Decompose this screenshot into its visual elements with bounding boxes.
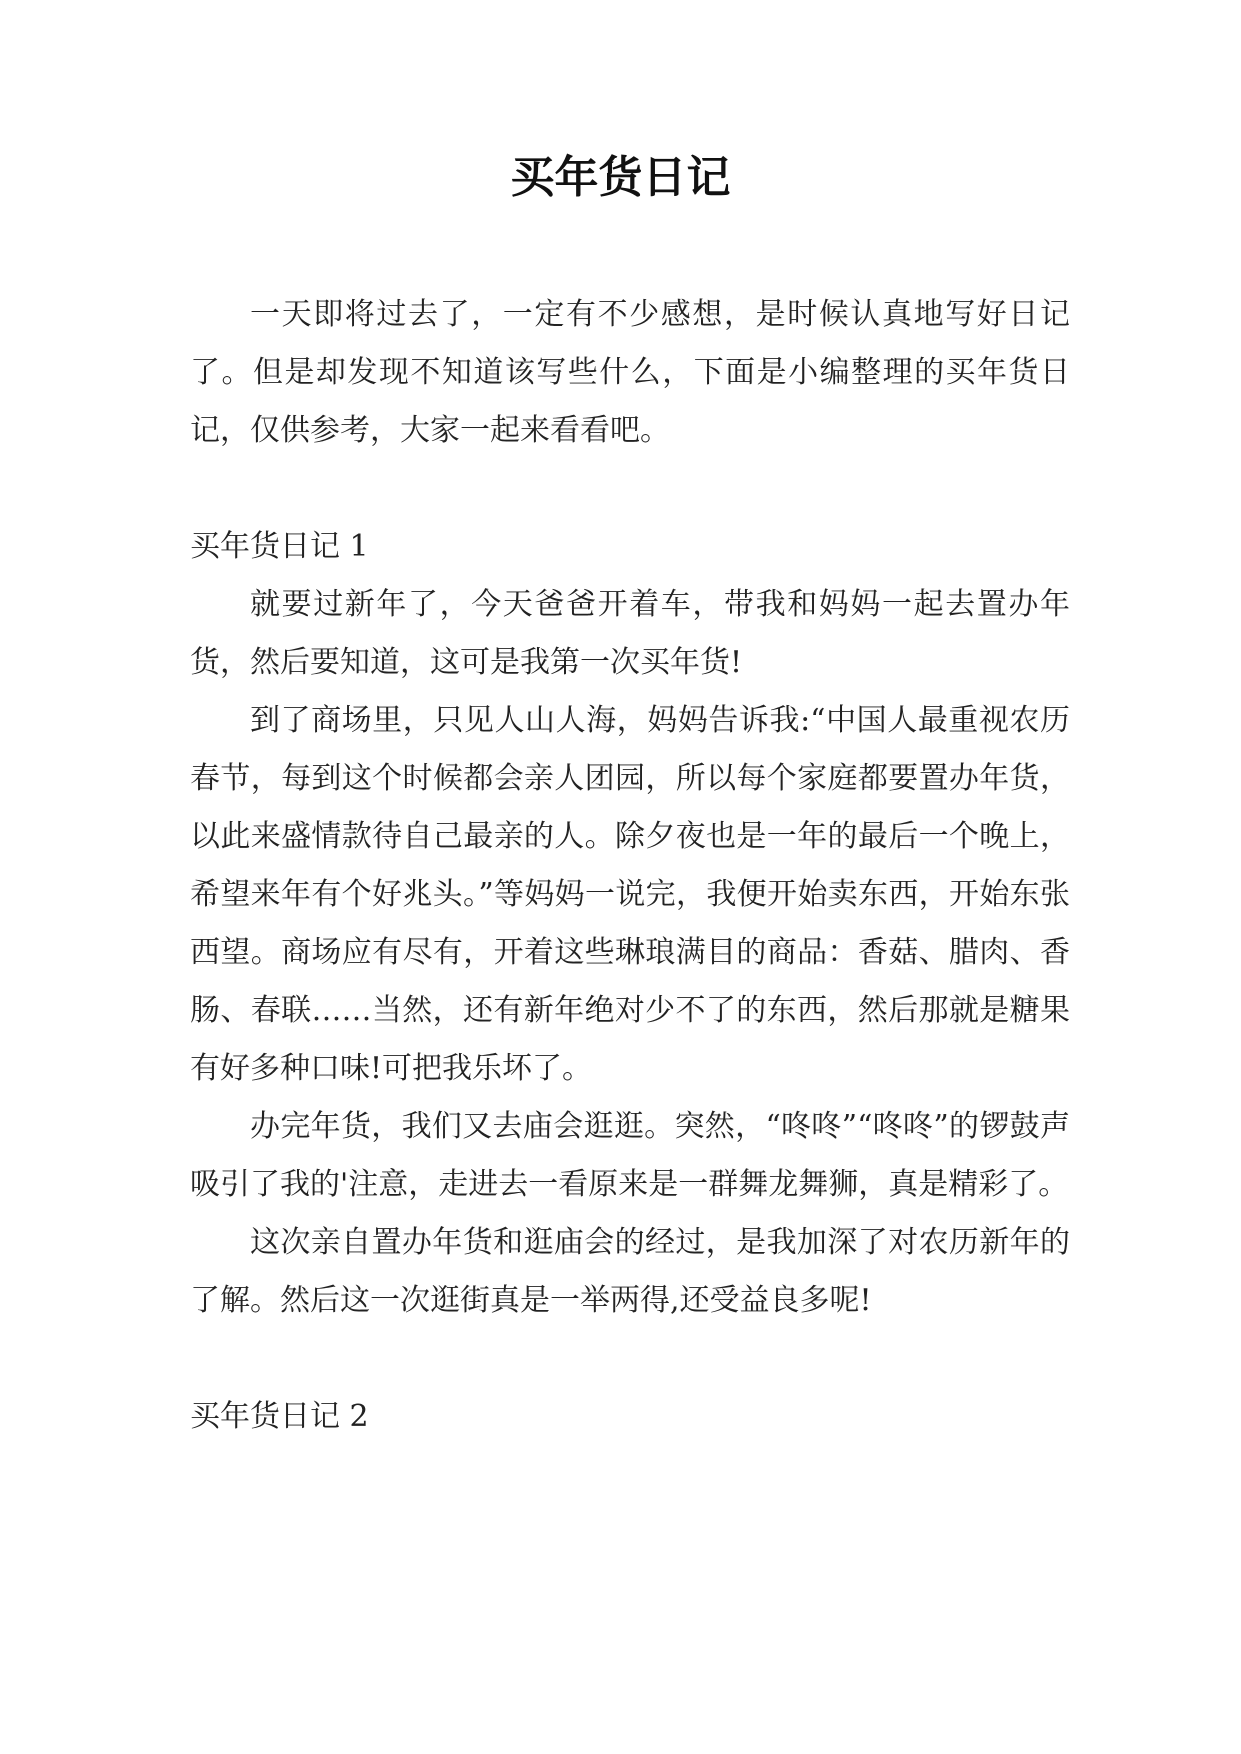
body-paragraph: 这次亲自置办年货和逛庙会的经过，是我加深了对农历新年的了解。然后这一次逛街真是一举两得,还受益良多呢! <box>190 1225 1070 1318</box>
body-paragraph: 办完年货，我们又去庙会逛逛。突然，“咚咚”“咚咚”的锣鼓声吸引了我的'注意，走进去一看原来是一群舞龙舞狮，真是精彩了。 <box>190 1109 1070 1202</box>
document-title: 买年货日记 <box>510 152 731 203</box>
intro-paragraph: 一天即将过去了，一定有不少感想，是时候认真地写好日记了。但是却发现不知道该写些什么，下面是小编整理的买年货日记，仅供参考，大家一起来看看吧。 <box>190 297 1070 448</box>
body-paragraph: 到了商场里，只见人山人海，妈妈告诉我:“中国人最重视农历春节，每到这个时候都会亲人团园，所以每个家庭都要置办年货，以此来盛情款待自己最亲的人。除夕夜也是一年的最后一个晚上，希望来年有个好兆头。”等妈妈一说完，我便开始卖东西，开始东张西望。商场应有尽有，开着这些琳琅满目的商品：香菇、腊肉、香肠、春联……当然，还有新年绝对少不了的东西，然后那就是糖果有好多种口味!可把我乐坏了。 <box>190 703 1070 1086</box>
spacer <box>190 1330 1070 1388</box>
document-body <box>190 286 1070 1446</box>
spacer <box>190 460 1070 518</box>
section-heading-1: 买年货日记 1 <box>190 529 369 564</box>
body-paragraph: 就要过新年了，今天爸爸开着车，带我和妈妈一起去置办年货，然后要知道，这可是我第一次买年货! <box>190 587 1070 680</box>
section-heading-2: 买年货日记 2 <box>190 1399 369 1434</box>
